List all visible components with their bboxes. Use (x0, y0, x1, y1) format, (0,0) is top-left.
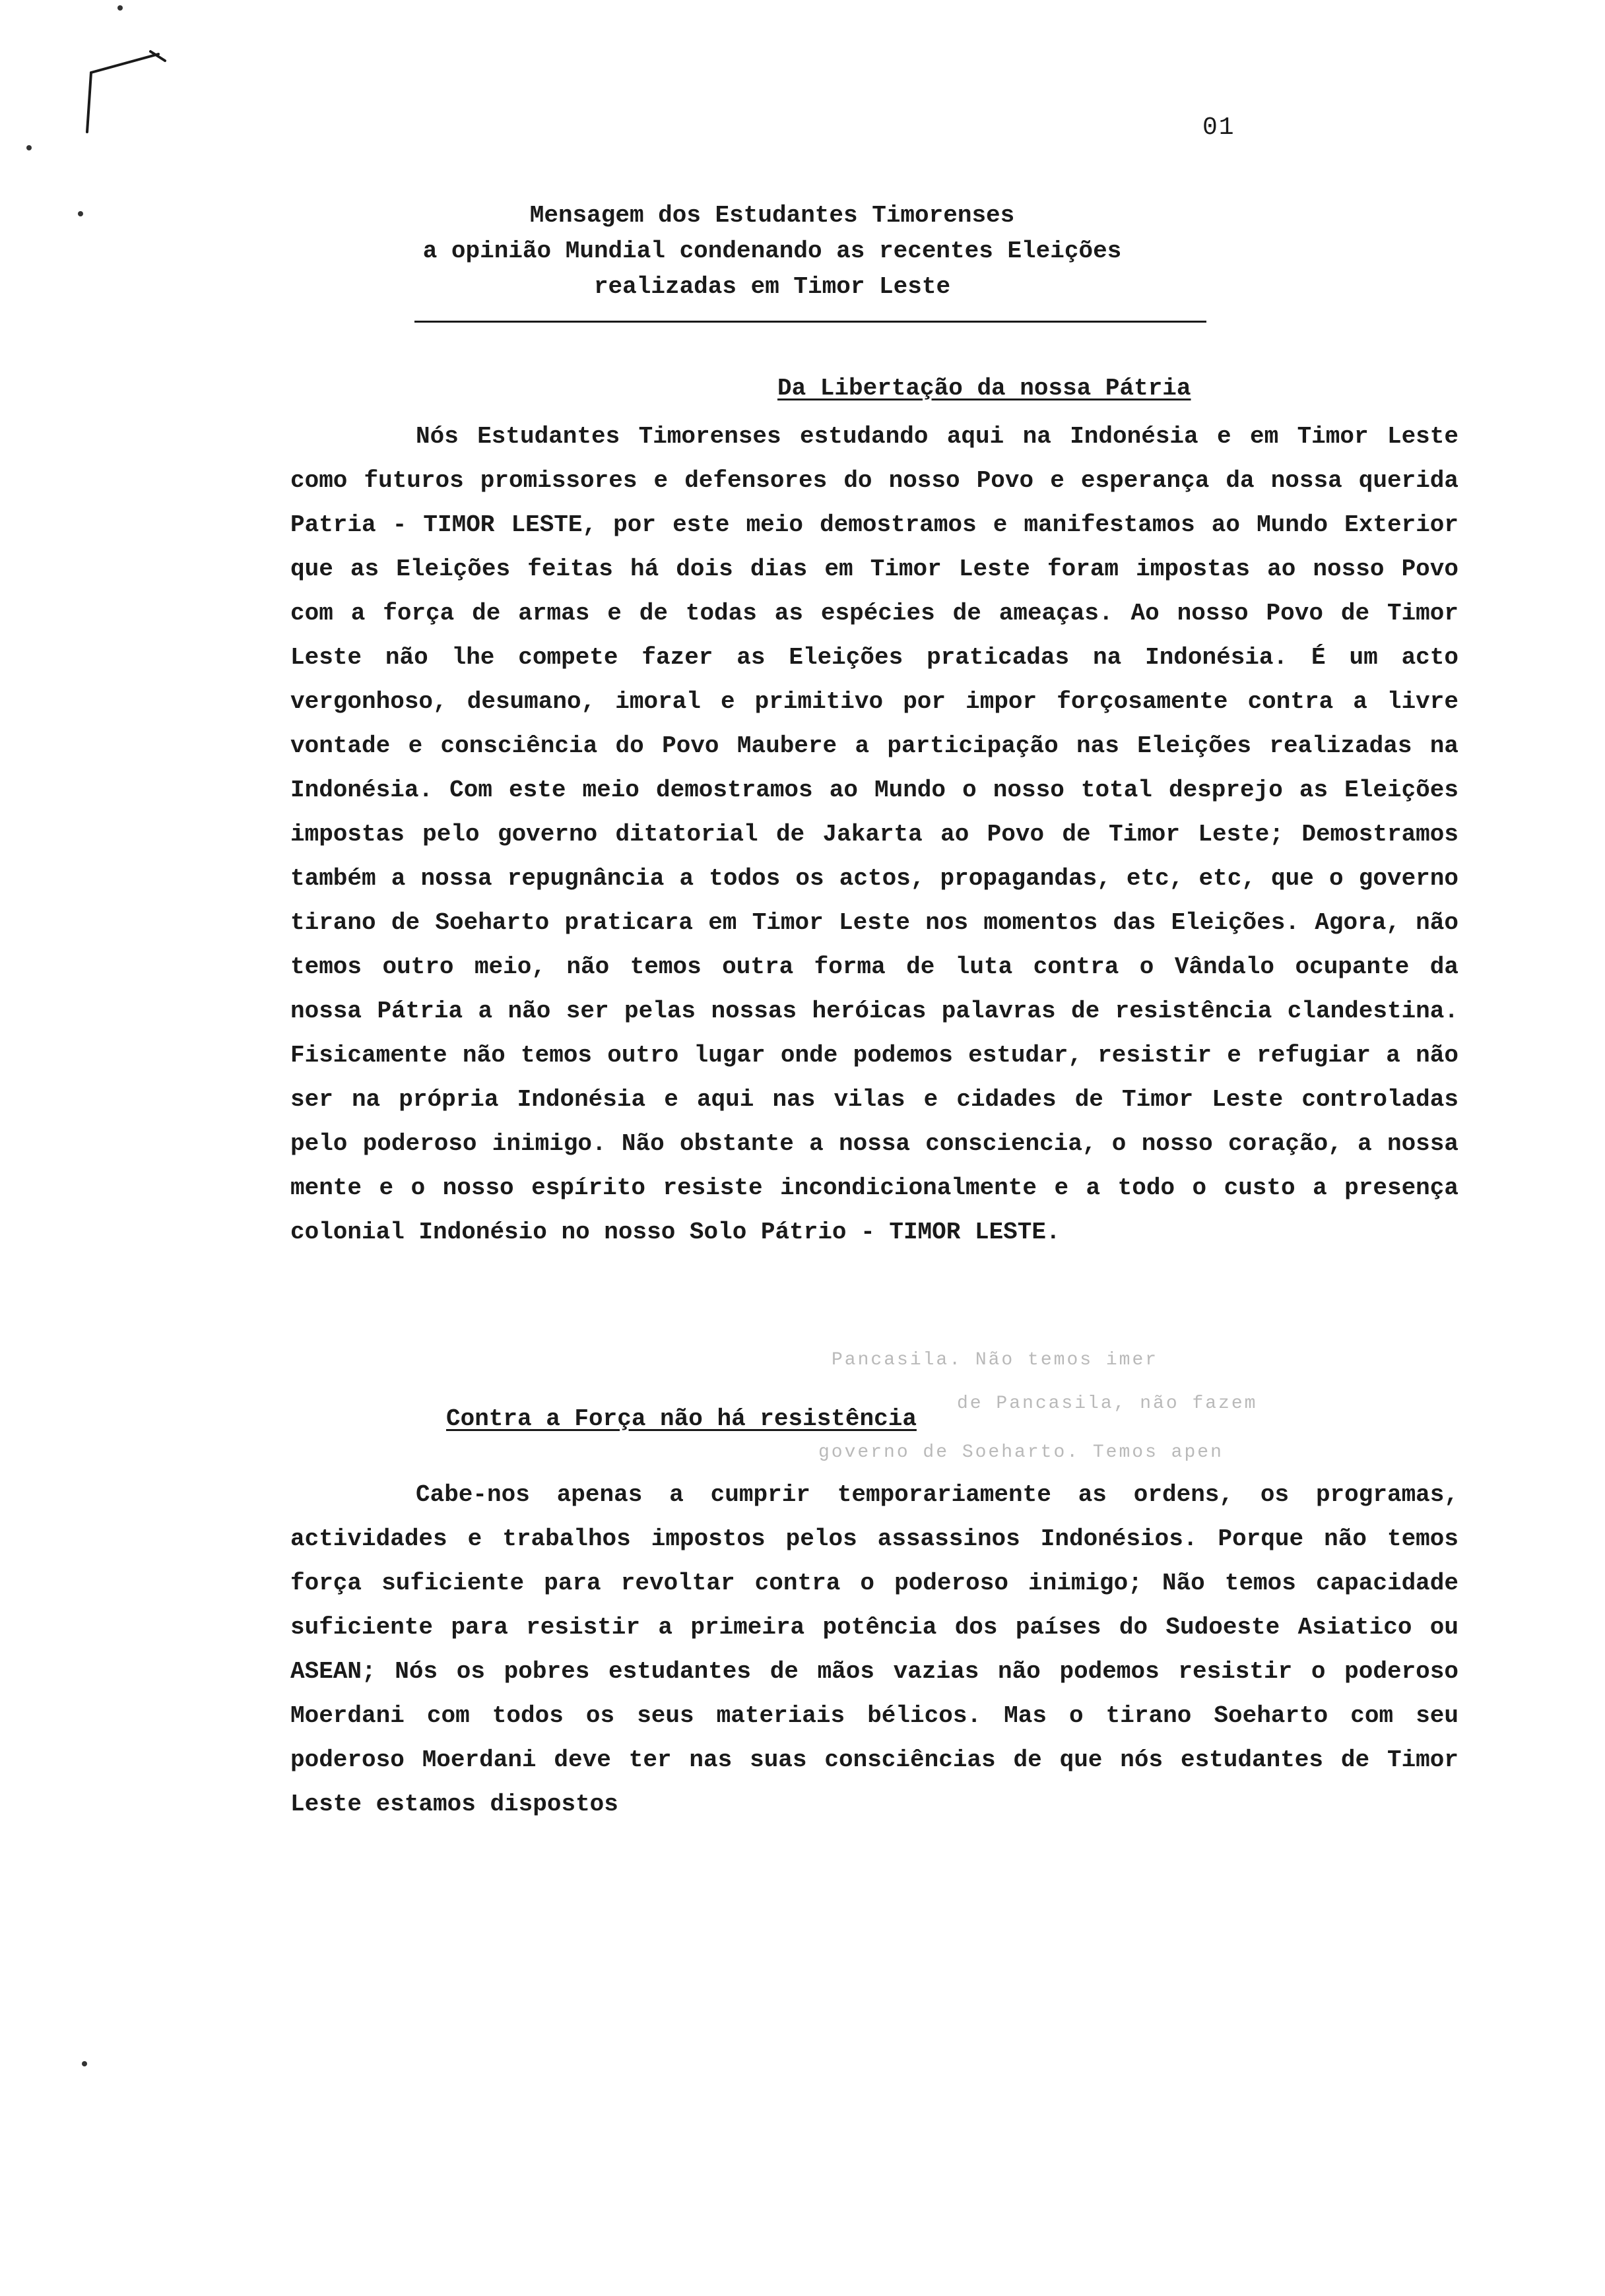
show-through-text-2: de Pancasila, não fazem (957, 1393, 1258, 1414)
handwritten-corner-mark (59, 46, 191, 152)
scan-speck (82, 2061, 87, 2066)
scan-speck (117, 5, 123, 11)
page-number: 01 (1202, 113, 1235, 142)
title-line-1: Mensagem dos Estudantes Timorenses (529, 202, 1015, 229)
show-through-text-3: governo de Soeharto. Temos apen (818, 1442, 1224, 1463)
scan-speck (26, 145, 32, 150)
show-through-text-1: Pancasila. Não temos imer (832, 1350, 1159, 1370)
document-title (277, 198, 1267, 305)
section-body-contra-a-forca: Cabe-nos apenas a cumprir temporariamente as ordens, os programas, actividades e trabalhos impostos pelos assassinos Indonésios. Porque não temos força suficiente para revoltar contra o poderoso inimigo; Não temos capacidade suficiente para resistir a primeira potência dos países do Sudoeste Asiatico ou ASEAN; Nós os pobres estudantes de mãos vazias não podemos resistir o poderoso Moerdani com todos os seus materiais bélicos. Mas o tirano Soeharto com seu poderoso Moerdani deve ter nas suas consciências de que nós estudantes de Timor Leste estamos dispostos (290, 1481, 1458, 1818)
title-line-2: a opinião Mundial condenando as recentes Eleições (422, 238, 1122, 265)
title-line-3: realizadas em Timor Leste (593, 273, 951, 300)
section-heading-contra-a-forca: Contra a Força não há resistência (446, 1405, 917, 1432)
scan-speck (78, 211, 83, 216)
section-heading-libertacao: Da Libertação da nossa Pátria (777, 375, 1191, 402)
title-underline (414, 321, 1206, 323)
section-body-libertacao: Nós Estudantes Timorenses estudando aqui na Indonésia e em Timor Leste como futuros promissores e defensores do nosso Povo e esperança da nossa querida Patria - TIMOR LESTE, por este meio demostramos e manifestamos ao Mundo Exterior que as Eleições feitas há dois dias em Timor Leste foram impostas ao nosso Povo com a força de armas e de todas as espécies de ameaças. Ao nosso Povo de Timor Leste não lhe compete fazer as Eleições praticadas na Indonésia. É um acto vergonhoso, desumano, imoral e primitivo por impor forçosamente contra a livre vontade e consciência do Povo Maubere a participação nas Eleições realizadas na Indonésia. Com este meio demostramos ao Mundo o nosso total desprejo as Eleições impostas pelo governo ditatorial de Jakarta ao Povo de Timor Leste; Demostramos também a nossa repugnância a todos os actos, propagandas, etc, etc, que o governo tirano de Soeharto praticara em Timor Leste nos momentos das Eleições. Agora, não temos outro meio, não temos outra forma de luta contra o Vândalo ocupante da nossa Pátria a não ser pelas nossas heróicas palavras de resistência clandestina. Fisicamente não temos outro lugar onde podemos estudar, resistir e refugiar a não ser na própria Indonésia e aqui nas vilas e cidades de Timor Leste controladas pelo poderoso inimigo. Não obstante a nossa consciencia, o nosso coração, a nossa mente e o nosso espírito resiste incondicionalmente e a todo o custo a presença colonial Indonésio no nosso Solo Pátrio - TIMOR LESTE. (290, 423, 1458, 1246)
